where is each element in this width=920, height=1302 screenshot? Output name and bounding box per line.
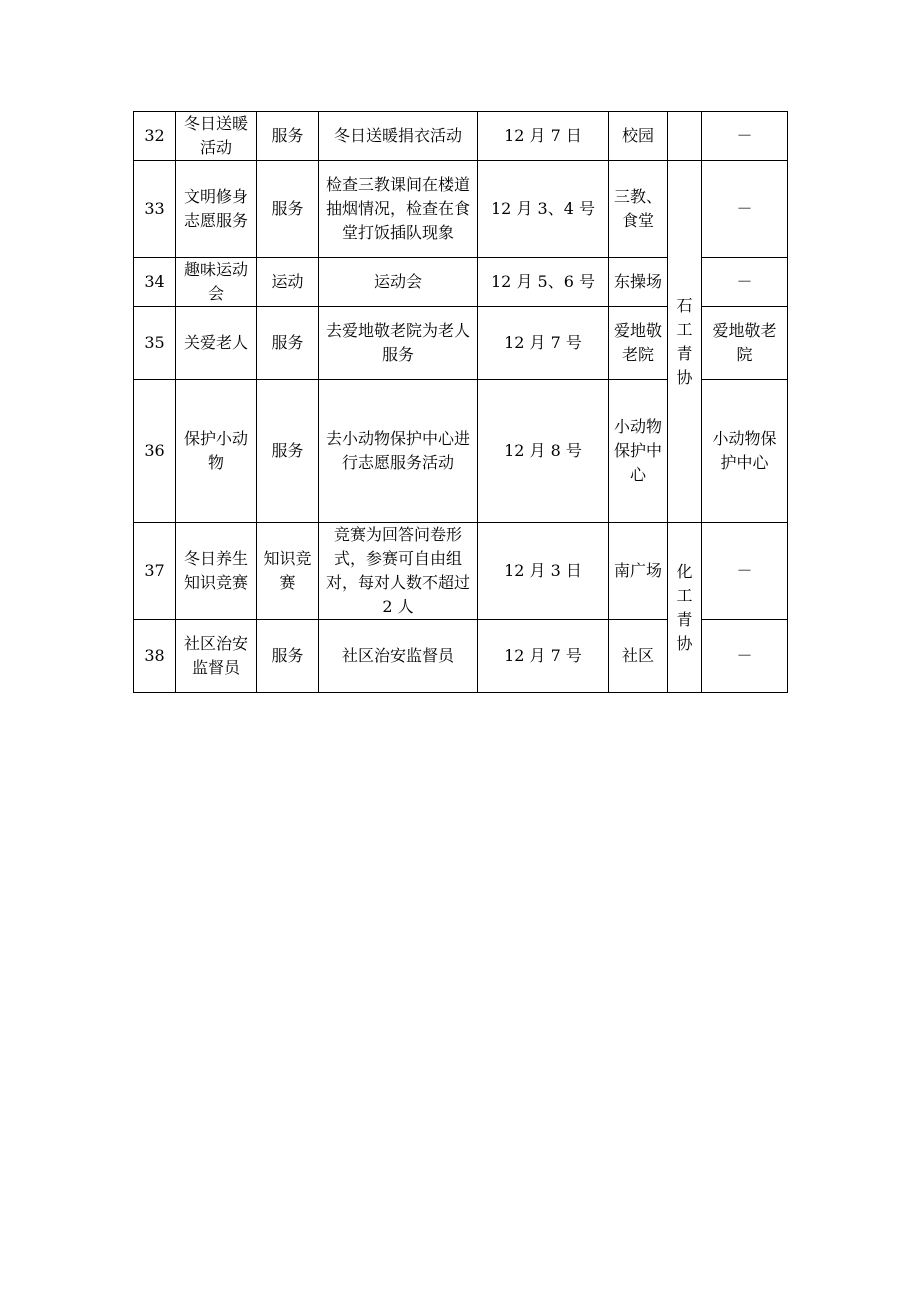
row-number: 37 (134, 523, 176, 620)
activity-partner: 爱地敬老院 (702, 307, 788, 380)
organizer-cell (668, 161, 702, 523)
activity-content: 运动会 (319, 258, 478, 307)
activity-content: 去爱地敬老院为老人服务 (319, 307, 478, 380)
table-row (134, 161, 788, 258)
activity-place: 小动物保护中心 (609, 380, 668, 523)
row-number: 32 (134, 112, 176, 161)
activity-place: 校园 (609, 112, 668, 161)
activity-date: 12 月 7 号 (478, 307, 609, 380)
organizer-name: 石工青协 (676, 295, 693, 387)
activity-type: 运动 (257, 258, 319, 307)
activity-content: 竞赛为回答问卷形式，参赛可自由组对，每对人数不超过 2 人 (319, 523, 478, 620)
activity-date: 12 月 8 号 (478, 380, 609, 523)
table-row (134, 112, 788, 161)
activity-date: 12 月 7 日 (478, 112, 609, 161)
activity-name: 冬日养生知识竞赛 (176, 523, 257, 620)
activity-type: 服务 (257, 380, 319, 523)
activity-name: 趣味运动会 (176, 258, 257, 307)
activity-type: 服务 (257, 161, 319, 258)
activity-place: 爱地敬老院 (609, 307, 668, 380)
activity-partner: 小动物保护中心 (702, 380, 788, 523)
activity-date: 12 月 3、4 号 (478, 161, 609, 258)
activity-place: 社区 (609, 620, 668, 693)
activity-type: 服务 (257, 112, 319, 161)
activity-content: 社区治安监督员 (319, 620, 478, 693)
row-number: 33 (134, 161, 176, 258)
activity-type: 服务 (257, 307, 319, 380)
activity-name: 文明修身志愿服务 (176, 161, 257, 258)
activity-partner: － (702, 112, 788, 161)
activity-date: 12 月 5、6 号 (478, 258, 609, 307)
activity-content: 冬日送暖捐衣活动 (319, 112, 478, 161)
activity-table (133, 111, 788, 693)
activity-content: 去小动物保护中心进行志愿服务活动 (319, 380, 478, 523)
row-number: 38 (134, 620, 176, 693)
activity-partner: － (702, 161, 788, 258)
organizer-name: 化工青协 (676, 561, 693, 653)
activity-name: 冬日送暖活动 (176, 112, 257, 161)
row-number: 35 (134, 307, 176, 380)
org-cell-empty (668, 112, 702, 161)
activity-name: 关爱老人 (176, 307, 257, 380)
activity-type: 服务 (257, 620, 319, 693)
activity-date: 12 月 3 日 (478, 523, 609, 620)
activity-date: 12 月 7 号 (478, 620, 609, 693)
activity-content: 检查三教课间在楼道抽烟情况，检查在食堂打饭插队现象 (319, 161, 478, 258)
activity-name: 保护小动物 (176, 380, 257, 523)
activity-name: 社区治安监督员 (176, 620, 257, 693)
activity-partner: － (702, 523, 788, 620)
row-number: 36 (134, 380, 176, 523)
activity-place: 南广场 (609, 523, 668, 620)
organizer-cell (668, 523, 702, 693)
row-number: 34 (134, 258, 176, 307)
table-row (134, 523, 788, 620)
activity-partner: － (702, 620, 788, 693)
activity-type: 知识竞赛 (257, 523, 319, 620)
activity-place: 三教、食堂 (609, 161, 668, 258)
activity-partner: － (702, 258, 788, 307)
activity-place: 东操场 (609, 258, 668, 307)
